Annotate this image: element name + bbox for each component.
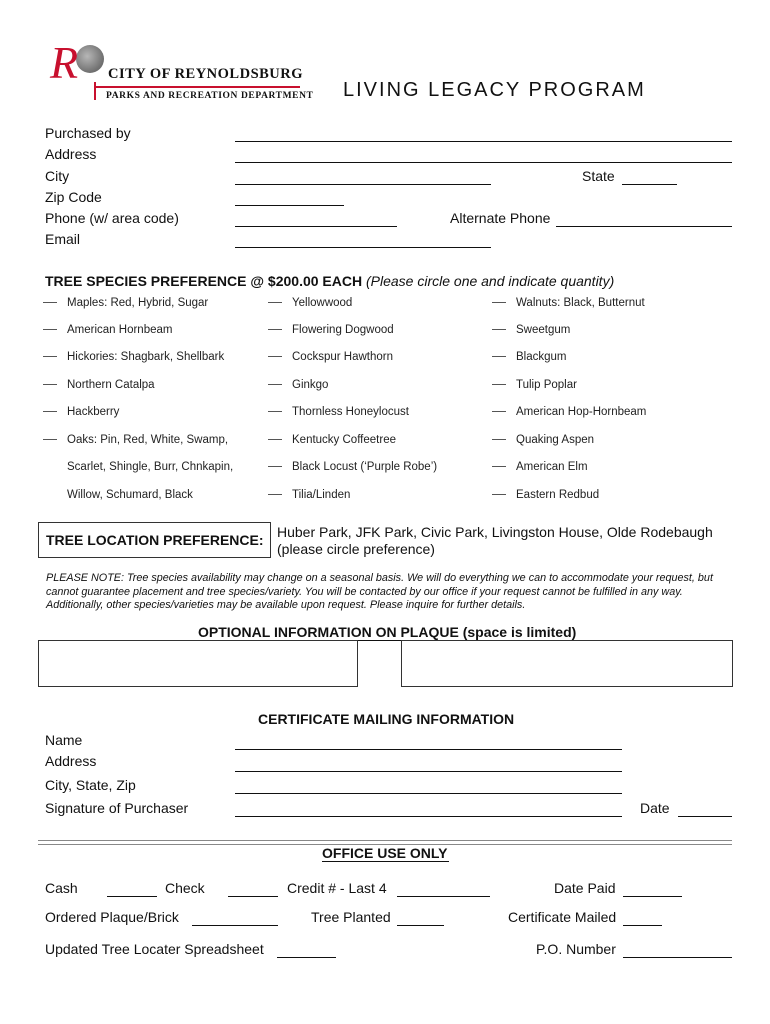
quantity-blank[interactable] <box>268 356 282 357</box>
credit-field[interactable] <box>397 896 490 897</box>
species-option[interactable] <box>43 324 172 336</box>
species-option[interactable] <box>268 489 350 501</box>
tree-planted-label: Tree Planted <box>311 909 391 925</box>
species-name: American Hornbeam <box>67 324 173 336</box>
quantity-blank[interactable] <box>492 302 506 303</box>
logo-divider <box>94 82 96 100</box>
cert-city-field[interactable] <box>235 793 622 794</box>
quantity-blank[interactable] <box>268 466 282 467</box>
cert-city-label: City, State, Zip <box>45 777 136 793</box>
species-option[interactable] <box>492 434 594 446</box>
species-option[interactable] <box>43 406 119 418</box>
species-name: Ginkgo <box>292 379 329 391</box>
species-section-title <box>45 273 614 289</box>
quantity-blank[interactable] <box>268 494 282 495</box>
quantity-blank[interactable] <box>43 356 57 357</box>
org-name: CITY OF REYNOLDSBURG <box>108 66 304 82</box>
species-name: Thornless Honeylocust <box>292 406 409 418</box>
species-name: Kentucky Coffeetree <box>292 434 396 446</box>
address-label: Address <box>45 146 97 162</box>
cert-mailed-label: Certificate Mailed <box>508 909 617 925</box>
check-field[interactable] <box>228 896 278 897</box>
species-option[interactable] <box>43 434 228 446</box>
phone-field[interactable] <box>235 226 397 227</box>
species-option[interactable] <box>268 324 394 336</box>
po-number-label: P.O. Number <box>536 941 616 957</box>
tree-planted-field[interactable] <box>397 925 444 926</box>
species-option[interactable] <box>268 351 393 363</box>
office-title-underline <box>322 861 449 862</box>
quantity-blank[interactable] <box>268 384 282 385</box>
state-field[interactable] <box>622 184 677 185</box>
cert-name-field[interactable] <box>235 749 622 750</box>
cash-field[interactable] <box>107 896 157 897</box>
species-option[interactable] <box>492 489 599 501</box>
species-name: Northern Catalpa <box>67 379 155 391</box>
quantity-blank[interactable] <box>43 384 57 385</box>
species-option[interactable] <box>43 489 193 501</box>
species-option[interactable] <box>492 297 645 309</box>
quantity-blank[interactable] <box>268 411 282 412</box>
quantity-blank[interactable] <box>268 439 282 440</box>
species-name: Black Locust (‘Purple Robe’) <box>292 461 438 473</box>
species-name: Scarlet, Shingle, Burr, Chnkapin, <box>67 461 234 473</box>
species-option[interactable] <box>43 461 233 473</box>
species-name: Blackgum <box>516 351 567 363</box>
alt-phone-field[interactable] <box>556 226 732 227</box>
species-option[interactable] <box>492 406 646 418</box>
quantity-blank[interactable] <box>492 466 506 467</box>
zip-field[interactable] <box>235 205 344 206</box>
plaque-box-left[interactable] <box>38 640 358 687</box>
availability-note: PLEASE NOTE: Tree species availability may change on a seasonal basis. We will do everything we can to accommodate your request, but cannot guarantee placement and tree species/variety. You will be contacted by our office if your request cannot be fulfilled in any way. Additionally, other species/varieties may be available upon request. Please inquire for further details. <box>46 572 713 611</box>
species-option[interactable] <box>268 434 396 446</box>
check-label: Check <box>165 880 205 896</box>
quantity-blank[interactable] <box>268 329 282 330</box>
species-name: Tilia/Linden <box>292 489 351 501</box>
species-option[interactable] <box>492 324 570 336</box>
logo-letter: R <box>50 37 79 88</box>
purchased-by-label: Purchased by <box>45 125 131 141</box>
location-label: TREE LOCATION PREFERENCE: <box>46 532 264 548</box>
species-option[interactable] <box>492 461 588 473</box>
signature-label: Signature of Purchaser <box>45 800 189 816</box>
alt-phone-label: Alternate Phone <box>450 210 551 226</box>
species-name: Maples: Red, Hybrid, Sugar <box>67 297 209 309</box>
species-name: Cockspur Hawthorn <box>292 351 393 363</box>
quantity-blank[interactable] <box>43 329 57 330</box>
quantity-blank[interactable] <box>43 302 57 303</box>
signature-field[interactable] <box>235 816 622 817</box>
office-divider-top <box>38 840 732 841</box>
cash-label: Cash <box>45 880 78 896</box>
credit-label: Credit # - Last 4 <box>287 880 387 896</box>
plaque-title: OPTIONAL INFORMATION ON PLAQUE (space is limited) <box>198 624 577 640</box>
quantity-blank[interactable] <box>492 384 506 385</box>
species-option[interactable] <box>43 379 155 391</box>
species-name: Quaking Aspen <box>516 434 595 446</box>
zip-label: Zip Code <box>45 189 102 205</box>
species-name: Eastern Redbud <box>516 489 600 501</box>
logo-tree-graphic <box>76 45 104 73</box>
species-name: Tulip Poplar <box>516 379 577 391</box>
species-name: Hickories: Shagbark, Shellbark <box>67 351 225 363</box>
quantity-blank[interactable] <box>492 439 506 440</box>
species-option[interactable] <box>268 461 437 473</box>
address-field[interactable] <box>235 162 732 163</box>
cert-mailed-field[interactable] <box>623 925 662 926</box>
cert-address-field[interactable] <box>235 771 622 772</box>
quantity-blank[interactable] <box>492 411 506 412</box>
quantity-blank[interactable] <box>492 356 506 357</box>
quantity-blank[interactable] <box>492 494 506 495</box>
species-name: American Hop-Hornbeam <box>516 406 647 418</box>
phone-label: Phone (w/ area code) <box>45 210 179 226</box>
quantity-blank[interactable] <box>268 302 282 303</box>
logo-rule <box>96 86 300 88</box>
ordered-plaque-field[interactable] <box>192 925 278 926</box>
office-title: OFFICE USE ONLY <box>322 845 448 861</box>
plaque-box-right[interactable] <box>401 640 733 687</box>
species-name: American Elm <box>516 461 588 473</box>
species-option[interactable] <box>268 379 328 391</box>
purchased-by-field[interactable] <box>235 141 732 142</box>
species-option[interactable] <box>492 351 567 363</box>
city-label: City <box>45 168 70 184</box>
email-label: Email <box>45 231 81 247</box>
species-name: Walnuts: Black, Butternut <box>516 297 645 309</box>
species-name: Willow, Schumard, Black <box>67 489 193 501</box>
species-name: Hackberry <box>67 406 120 418</box>
species-option[interactable] <box>492 379 577 391</box>
species-option[interactable] <box>43 297 208 309</box>
page-title: LIVING LEGACY PROGRAM <box>343 79 646 101</box>
spreadsheet-label: Updated Tree Locater Spreadsheet <box>45 941 264 957</box>
cert-address-label: Address <box>45 753 97 769</box>
cert-name-label: Name <box>45 732 83 748</box>
species-name: Sweetgum <box>516 324 571 336</box>
species-subtitle: (Please circle one and indicate quantity) <box>365 273 615 289</box>
location-options[interactable]: Huber Park, JFK Park, Civic Park, Livingston House, Olde Rodebaugh <box>277 524 713 540</box>
species-name: Yellowwood <box>292 297 353 309</box>
dept-name: PARKS AND RECREATION DEPARTMENT <box>106 91 314 101</box>
city-field[interactable] <box>235 184 491 185</box>
email-field[interactable] <box>235 247 491 248</box>
location-hint: (please circle preference) <box>277 541 435 557</box>
species-option[interactable] <box>43 351 224 363</box>
cert-date-label: Date <box>640 800 670 816</box>
date-paid-label: Date Paid <box>554 880 616 896</box>
species-option[interactable] <box>268 297 352 309</box>
quantity-blank[interactable] <box>43 439 57 440</box>
species-name: Oaks: Pin, Red, White, Swamp, <box>67 434 229 446</box>
state-label: State <box>582 168 615 184</box>
spreadsheet-field[interactable] <box>277 957 336 958</box>
species-title: TREE SPECIES PREFERENCE @ $200.00 EACH <box>45 273 363 289</box>
species-option[interactable] <box>268 406 409 418</box>
quantity-blank[interactable] <box>492 329 506 330</box>
po-number-field[interactable] <box>623 957 732 958</box>
date-paid-field[interactable] <box>623 896 682 897</box>
certificate-title: CERTIFICATE MAILING INFORMATION <box>258 711 515 727</box>
cert-date-field[interactable] <box>678 816 732 817</box>
quantity-blank[interactable] <box>43 411 57 412</box>
ordered-plaque-label: Ordered Plaque/Brick <box>45 909 179 925</box>
species-name: Flowering Dogwood <box>292 324 394 336</box>
